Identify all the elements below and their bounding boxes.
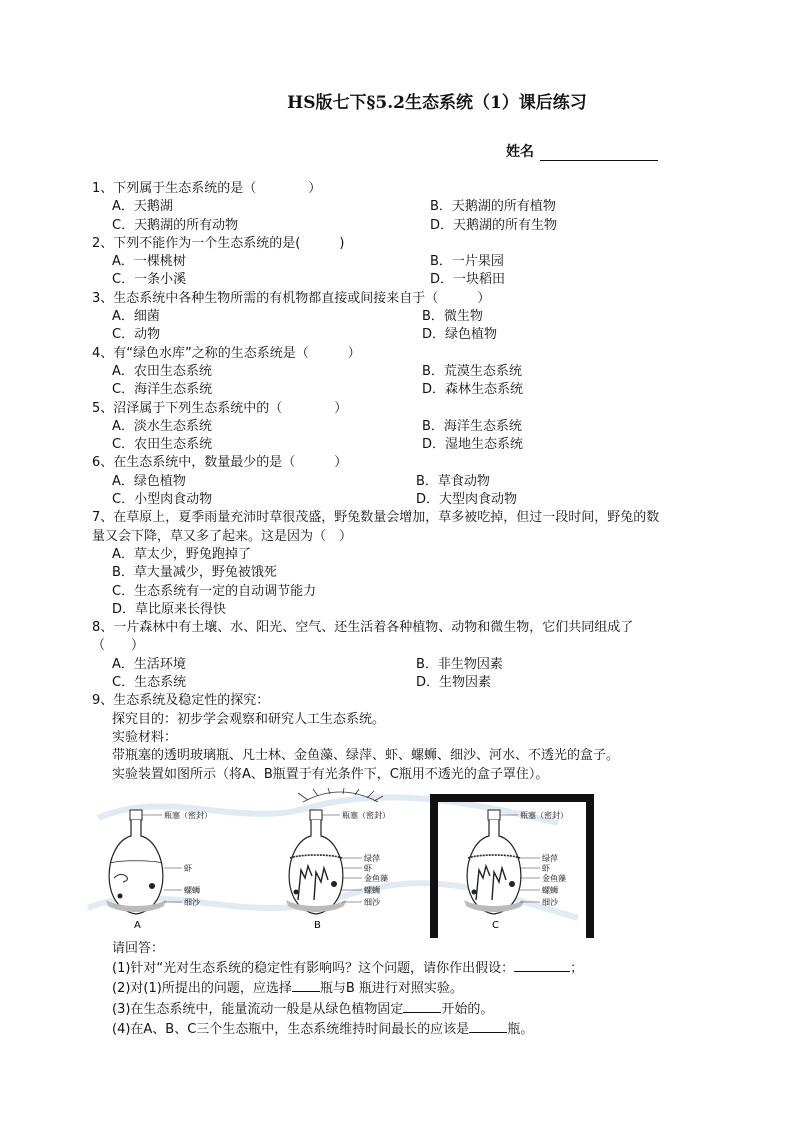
stopper-label-a: 瓶塞（密封） [164, 810, 212, 820]
question-stem: 1、下列属于生态系统的是（ ） [92, 181, 322, 196]
name-blank[interactable] [540, 146, 658, 161]
label-b-duckweed: 绿萍 [364, 853, 380, 863]
answer-3-blank[interactable] [403, 999, 441, 1013]
question-list [92, 180, 722, 1039]
option-a[interactable]: A．一棵桃树 [112, 254, 186, 270]
option-d[interactable]: D．一块稻田 [430, 272, 506, 288]
label-c-duckweed: 绿萍 [542, 853, 558, 863]
label-a-sand: 细沙 [184, 897, 200, 907]
question-6 [92, 454, 722, 509]
label-b-hornwort: 金鱼藻 [364, 873, 388, 883]
question-stem-line2: （ ） [92, 638, 145, 654]
option-b[interactable]: B．一片果园 [430, 254, 504, 270]
question-1 [92, 180, 722, 235]
question-stem: 2、下列不能作为一个生态系统的是( ) [92, 235, 345, 251]
option-c[interactable]: C．海洋生态系统 [112, 382, 213, 398]
label-c-sand: 细沙 [542, 897, 558, 907]
question-3 [92, 290, 722, 345]
flask-b [286, 810, 346, 914]
label-c-snail: 螺蛳 [542, 885, 558, 895]
materials-label: 实验材料： [112, 729, 178, 745]
option-b[interactable]: B．非生物因素 [416, 656, 503, 672]
option-d[interactable]: D．森林生态系统 [422, 382, 524, 398]
answer-4: (4)在A、B、C三个生态瓶中，生态系统维持时间最长的应该是 瓶。 [92, 1019, 722, 1039]
option-c[interactable]: C．生态系统 [112, 675, 187, 691]
stopper-label-c: 瓶塞（密封） [520, 810, 568, 820]
purpose-text: 探究目的：初步学会观察和研究人工生态系统。 [112, 711, 386, 727]
option-a[interactable]: A．细菌 [112, 309, 160, 325]
option-c[interactable]: C．天鹅湖的所有动物 [112, 217, 239, 233]
option-a[interactable]: A．农田生态系统 [112, 363, 212, 379]
option-d[interactable]: D．草比原来长得快 [112, 601, 227, 617]
option-b[interactable]: B．草食动物 [416, 473, 490, 489]
answer-2-blank[interactable] [292, 978, 320, 992]
question-stem-line2: 量又会下降，草又多了起来。这是因为（ ） [92, 528, 353, 544]
question-8 [92, 619, 722, 692]
caption-a: A [134, 919, 141, 931]
caption-b: B [314, 919, 321, 931]
option-d[interactable]: D．生物因素 [416, 675, 492, 691]
question-stem: 5、沼泽属于下列生态系统中的（ ） [92, 400, 348, 416]
flask-a [106, 810, 166, 914]
option-a[interactable]: A．淡水生态系统 [112, 418, 212, 434]
option-d[interactable]: D．绿色植物 [422, 327, 498, 343]
question-9 [92, 692, 722, 1039]
page-title: HS版七下§5.2生态系统（1）课后练习 [287, 93, 587, 113]
question-2 [92, 235, 722, 290]
question-5 [92, 400, 722, 455]
question-stem-line1: 7、在草原上，夏季雨量充沛时草很茂盛，野兔数量会增加，草多被吃掉，但过一段时间，野兔的数 [92, 510, 660, 526]
option-a[interactable]: A．天鹅湖 [112, 199, 173, 215]
question-4 [92, 345, 722, 400]
question-stem-line1: 8、一片森林中有土壤、水、阳光、空气、还生活着各种植物、动物和微生物，它们共同组成了 [92, 620, 634, 636]
answer-2: (2)对(1)所提出的问题，应选择 瓶与B 瓶进行对照实验。 [92, 978, 722, 998]
label-a-shrimp: 虾 [184, 863, 192, 873]
question-stem: 6、在生态系统中，数量最少的是（ ） [92, 455, 348, 471]
stopper-label-b: 瓶塞（密封） [342, 810, 390, 820]
experiment-figure [92, 788, 722, 938]
label-c-shrimp: 虾 [542, 863, 550, 873]
answer-1-blank[interactable] [514, 958, 570, 972]
option-a[interactable]: A．草太少，野兔跑掉了 [112, 546, 251, 562]
name-label: 姓名 [506, 144, 534, 160]
option-d[interactable]: D．天鹅湖的所有生物 [430, 217, 558, 233]
option-c[interactable]: C．生态系统有一定的自动调节能力 [112, 583, 317, 599]
label-b-shrimp: 虾 [364, 863, 372, 873]
option-c[interactable]: C．一条小溪 [112, 272, 187, 288]
option-b[interactable]: B．海洋生态系统 [422, 418, 522, 434]
name-field[interactable] [506, 141, 658, 161]
label-a-snail: 螺蛳 [184, 885, 200, 895]
answer-1: (1)针对“光对生态系统的稳定性有影响吗？这个问题，请你作出假设： ； [92, 958, 722, 978]
question-stem: 3、生态系统中各种生物所需的有机物都直接或间接来自于（ ） [92, 290, 491, 306]
label-b-snail: 螺蛳 [364, 885, 380, 895]
materials-text: 带瓶塞的透明玻璃瓶、凡士林、金鱼藻、绿萍、虾、螺蛳、细沙、河水、不透光的盒子。 [112, 748, 620, 764]
option-b[interactable]: B．天鹅湖的所有植物 [430, 199, 556, 215]
option-b[interactable]: B．草大量减少，野兔被饿死 [112, 565, 277, 581]
question-stem: 9、生态系统及稳定性的探究： [92, 693, 270, 709]
answer-4-blank[interactable] [469, 1019, 507, 1033]
setup-text: 实验装置如图所示（将A、B瓶置于有光条件下，C瓶用不透光的盒子罩住）。 [112, 766, 549, 782]
caption-c: C [492, 919, 499, 931]
experiment-diagram [78, 788, 598, 938]
label-c-hornwort: 金鱼藻 [542, 873, 566, 883]
question-7 [92, 509, 722, 619]
option-d[interactable]: D．大型肉食动物 [416, 492, 518, 508]
option-d[interactable]: D．湿地生态系统 [422, 437, 524, 453]
option-a[interactable]: A．绿色植物 [112, 473, 186, 489]
option-c[interactable]: C．动物 [112, 327, 161, 343]
option-b[interactable]: B．微生物 [422, 309, 483, 325]
flask-c [464, 810, 524, 914]
question-stem: 4、有“绿色水库”之称的生态系统是（ ） [92, 345, 361, 361]
option-b[interactable]: B．荒漠生态系统 [422, 363, 522, 379]
option-c[interactable]: C．小型肉食动物 [112, 492, 213, 508]
option-c[interactable]: C．农田生态系统 [112, 437, 213, 453]
label-b-sand: 细沙 [364, 897, 380, 907]
answer-label: 请回答： [112, 940, 165, 956]
answer-3: (3)在生态系统中，能量流动一般是从绿色植物固定 开始的。 [92, 999, 722, 1019]
option-a[interactable]: A．生活环境 [112, 656, 186, 672]
